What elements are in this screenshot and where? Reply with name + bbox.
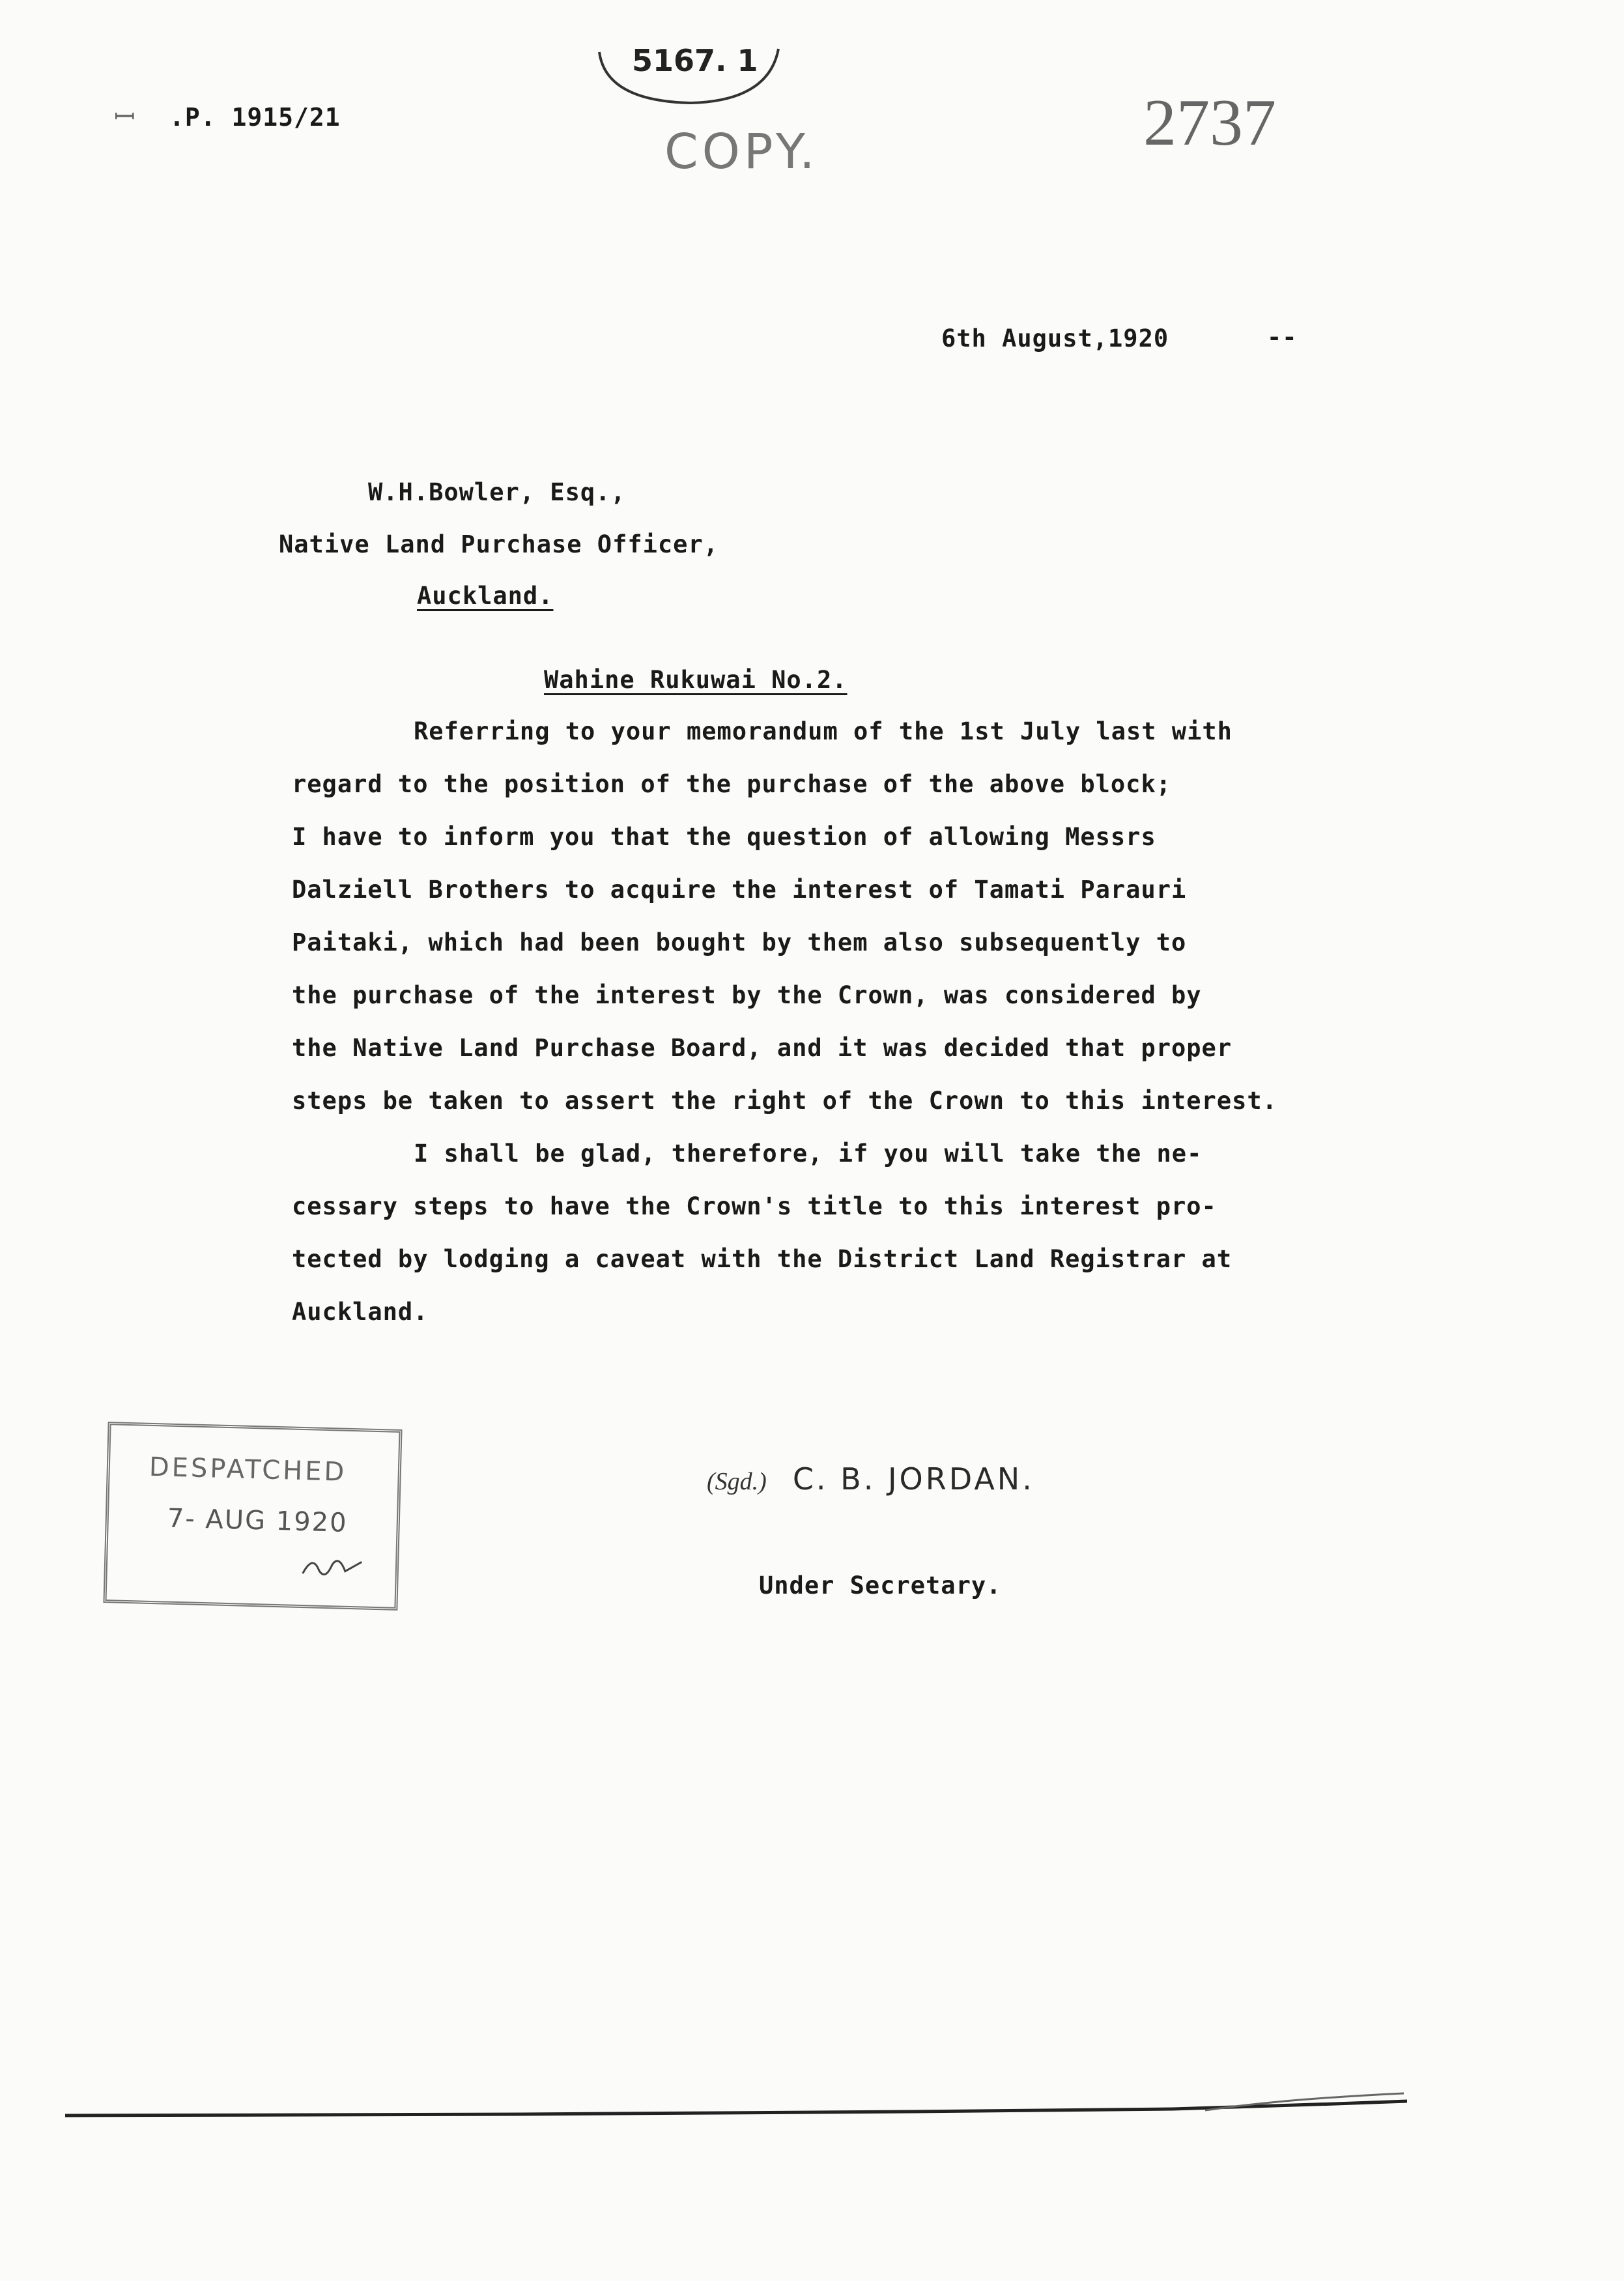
signatory-name: C. B. JORDAN. (792, 1461, 1034, 1497)
folio-number: 2737 (1143, 86, 1276, 160)
file-reference: .P. 1915/21 (169, 103, 341, 132)
body-line: I have to inform you that the question of allowing Messrs (292, 823, 1156, 851)
body-line: Dalziell Brothers to acquire the interest of Tamati Parauri (292, 876, 1187, 904)
body-line: regard to the position of the purchase of the above block; (292, 770, 1172, 798)
body-line: Auckland. (292, 1298, 429, 1326)
copy-stamp: COPY. (664, 124, 819, 180)
addressee-name: W.H.Bowler, Esq., (368, 478, 626, 506)
sgd-label: (Sgd.) (707, 1468, 767, 1495)
body-line: cessary steps to have the Crown's title to this interest pro- (292, 1192, 1217, 1220)
file-mark: ꟷ (114, 102, 135, 132)
body-line: tected by lodging a caveat with the District Land Registrar at (292, 1245, 1232, 1273)
body-line: I shall be glad, therefore, if you will take the ne- (414, 1140, 1203, 1168)
date-dash: -- (1267, 323, 1298, 351)
body-line: steps be taken to assert the right of the Crown to this interest. (292, 1087, 1277, 1115)
stamp-date: 7- AUG 1920 (167, 1503, 349, 1538)
signature-line (707, 1461, 1034, 1497)
addressee-place: Auckland. (417, 582, 554, 610)
stamp-word: DESPATCHED (149, 1452, 347, 1487)
addressee-title: Native Land Purchase Officer, (279, 530, 719, 558)
signatory-title: Under Secretary. (759, 1571, 1002, 1600)
body-line: the Native Land Purchase Board, and it was decided that proper (292, 1034, 1232, 1062)
body-line: Paitaki, which had been bought by them also subsequently to (292, 928, 1187, 956)
letter-date: 6th August,1920 (941, 324, 1169, 352)
body-line: the purchase of the interest by the Crown, was considered by (292, 981, 1202, 1009)
stamp-initials (296, 1551, 368, 1585)
oval-number: 5167. 1 (632, 43, 758, 78)
body-line: Referring to your memorandum of the 1st July last with (414, 717, 1232, 745)
despatched-stamp (103, 1422, 402, 1611)
subject-line: Wahine Rukuwai No.2. (544, 666, 848, 694)
bottom-rule (65, 2088, 1407, 2127)
